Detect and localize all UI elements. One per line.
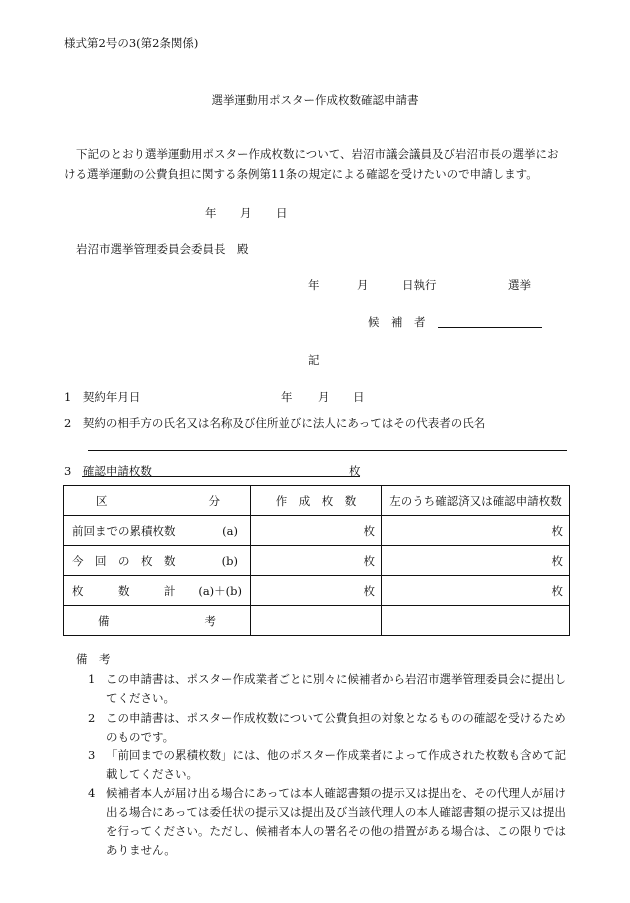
item-3-underline: [82, 476, 360, 477]
created-count-cell[interactable]: 枚: [251, 516, 382, 546]
remark-note: 4 候補者本人が届け出る場合にあっては本人確認書類の提示又は提出を、その代理人が届け 出る場合にあっては委任状の提示又は提出及び当該代理人の本人確認書類の提示又は提出 を行ってください。ただし、候補者本人の署名その他の措置がある場合は、この限りでは ありません。: [88, 786, 566, 857]
item-1-day: 日: [353, 390, 365, 404]
remark-note: 2 この申請書は、ポスター作成枚数について公費負担の対象となるものの確認を受けるため のものです。: [88, 711, 566, 744]
item-1-month: 月: [318, 390, 330, 404]
item-2-label: 2 契約の相手方の氏名又は名称及び住所並びに法人にあってはその代表者の氏名: [64, 416, 486, 430]
remarks-heading: 備 考: [76, 652, 111, 666]
confirmed-count-cell[interactable]: 枚: [382, 576, 570, 606]
candidate-signature-line[interactable]: [438, 327, 542, 328]
remark-note: 3 「前回までの累積枚数」には、他のポスター作成業者によって作成された枚数も含めて記 載してください。: [88, 748, 566, 781]
table-row: [64, 576, 570, 606]
election-year: 年: [308, 278, 320, 292]
intro-line-2: ける選挙運動の公費負担に関する条例第11条の規定による確認を受けたいので申請します。: [64, 167, 538, 181]
item-3-unit: 枚: [349, 464, 361, 478]
form-number: 様式第2号の3(第2条関係): [64, 36, 199, 50]
election-name: 選挙: [508, 278, 531, 292]
item-1-label: 1 契約年月日: [64, 390, 141, 404]
candidate-label: 候 補 者: [368, 315, 426, 329]
header-created-count: 作 成 枚 数: [251, 486, 382, 516]
table-row: [64, 606, 570, 636]
intro-line-1: 下記のとおり選挙運動用ポスター作成枚数について、岩沼市議会議員及び岩沼市長の選挙にお: [76, 147, 559, 161]
remarks-cell[interactable]: [251, 606, 382, 636]
row-label: 枚 数 計 (a)＋(b): [64, 576, 251, 606]
item-2-entry-line[interactable]: [88, 450, 567, 451]
row-label: 今 回 の 枚 数 (b): [64, 546, 251, 576]
confirmed-count-cell[interactable]: 枚: [382, 516, 570, 546]
confirmed-count-cell[interactable]: 枚: [382, 546, 570, 576]
count-table: [63, 485, 570, 636]
row-label: 備 考: [64, 606, 251, 636]
table-row: [64, 546, 570, 576]
date-day: 日: [276, 206, 288, 220]
remark-note: 1 この申請書は、ポスター作成業者ごとに別々に候補者から岩沼市選挙管理委員会に提出し てください。: [88, 672, 566, 705]
table-row: [64, 516, 570, 546]
item-3-label: 3 確認申請枚数: [64, 464, 152, 478]
header-category: 区 分: [64, 486, 251, 516]
remarks-cell[interactable]: [382, 606, 570, 636]
table-header-row: [64, 486, 570, 516]
date-month: 月: [240, 206, 252, 220]
header-confirmed-count: 左のうち確認済又は確認申請枚数: [382, 486, 570, 516]
addressee: 岩沼市選挙管理委員会委員長 殿: [76, 242, 249, 256]
page-title: 選挙運動用ポスター作成枚数確認申請書: [211, 93, 419, 107]
created-count-cell[interactable]: 枚: [251, 546, 382, 576]
item-1-year: 年: [281, 390, 293, 404]
election-day: 日執行: [402, 278, 437, 292]
election-month: 月: [357, 278, 369, 292]
ki-marker: 記: [308, 353, 320, 367]
row-label: 前回までの累積枚数 (a): [64, 516, 251, 546]
date-year: 年: [205, 206, 217, 220]
created-count-cell[interactable]: 枚: [251, 576, 382, 606]
